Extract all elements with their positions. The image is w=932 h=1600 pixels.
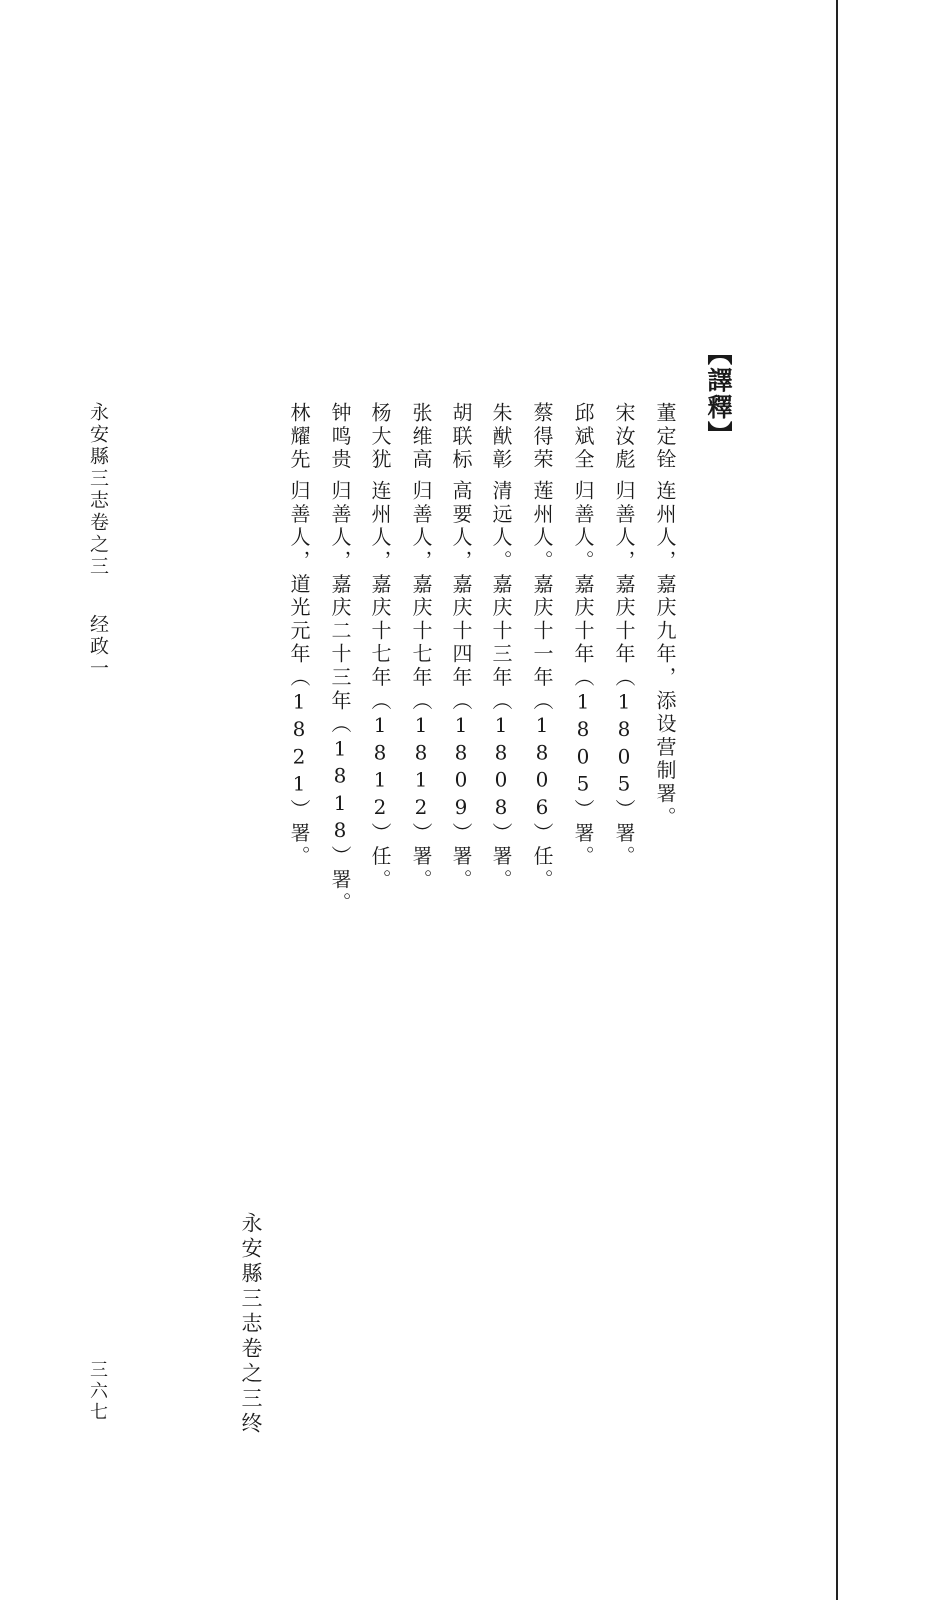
entry-3 xyxy=(573,402,593,869)
entry-description: 归善人，嘉庆二十三年（1818）署。 xyxy=(328,480,352,916)
entry-name: 朱猷彰 xyxy=(489,402,513,472)
entry-name: 钟鸣贵 xyxy=(328,402,352,472)
entry-description: 莲州人。嘉庆十一年（1806）任。 xyxy=(530,480,554,893)
entry-4 xyxy=(532,402,552,892)
entry-description: 归善人，道光元年（1821）署。 xyxy=(287,480,311,869)
entry-name: 邱斌全 xyxy=(571,402,595,472)
entry-7 xyxy=(411,402,431,892)
entry-1 xyxy=(655,402,675,830)
page-edge-line xyxy=(836,0,838,1600)
entry-name: 林耀先 xyxy=(287,402,311,472)
entry-description: 清远人。嘉庆十三年（1808）署。 xyxy=(489,480,513,893)
entry-6 xyxy=(451,402,471,892)
volume-end-note: 永安縣三志卷之三终 xyxy=(239,1212,263,1437)
entry-name: 张维高 xyxy=(409,402,433,472)
entry-description: 连州人，嘉庆十七年（1812）任。 xyxy=(368,480,392,893)
section-heading: 【譯釋】 xyxy=(704,340,733,448)
entry-name: 董定铨 xyxy=(653,402,677,472)
entry-name: 杨大犹 xyxy=(368,402,392,472)
running-head xyxy=(88,402,107,680)
entry-description: 归善人，嘉庆十七年（1812）署。 xyxy=(409,480,433,893)
page-number: 三六七 xyxy=(87,1360,108,1423)
entry-5 xyxy=(491,402,511,892)
running-head-title: 永安縣三志卷之三 xyxy=(87,402,109,578)
entry-9 xyxy=(330,402,350,915)
entry-description: 归善人，嘉庆十年（1805）署。 xyxy=(612,480,636,869)
entry-8 xyxy=(370,402,390,892)
entry-description: 高要人，嘉庆十四年（1809）署。 xyxy=(449,480,473,893)
entry-name: 蔡得荣 xyxy=(530,402,554,472)
entry-description: 连州人，嘉庆九年，添设营制署。 xyxy=(653,480,677,830)
running-head-section: 经政一 xyxy=(87,614,109,680)
entry-name: 胡联标 xyxy=(449,402,473,472)
entry-2 xyxy=(614,402,634,869)
entry-10 xyxy=(289,402,309,869)
entry-description: 归善人。嘉庆十年（1805）署。 xyxy=(571,480,595,869)
entry-name: 宋汝彪 xyxy=(612,402,636,472)
